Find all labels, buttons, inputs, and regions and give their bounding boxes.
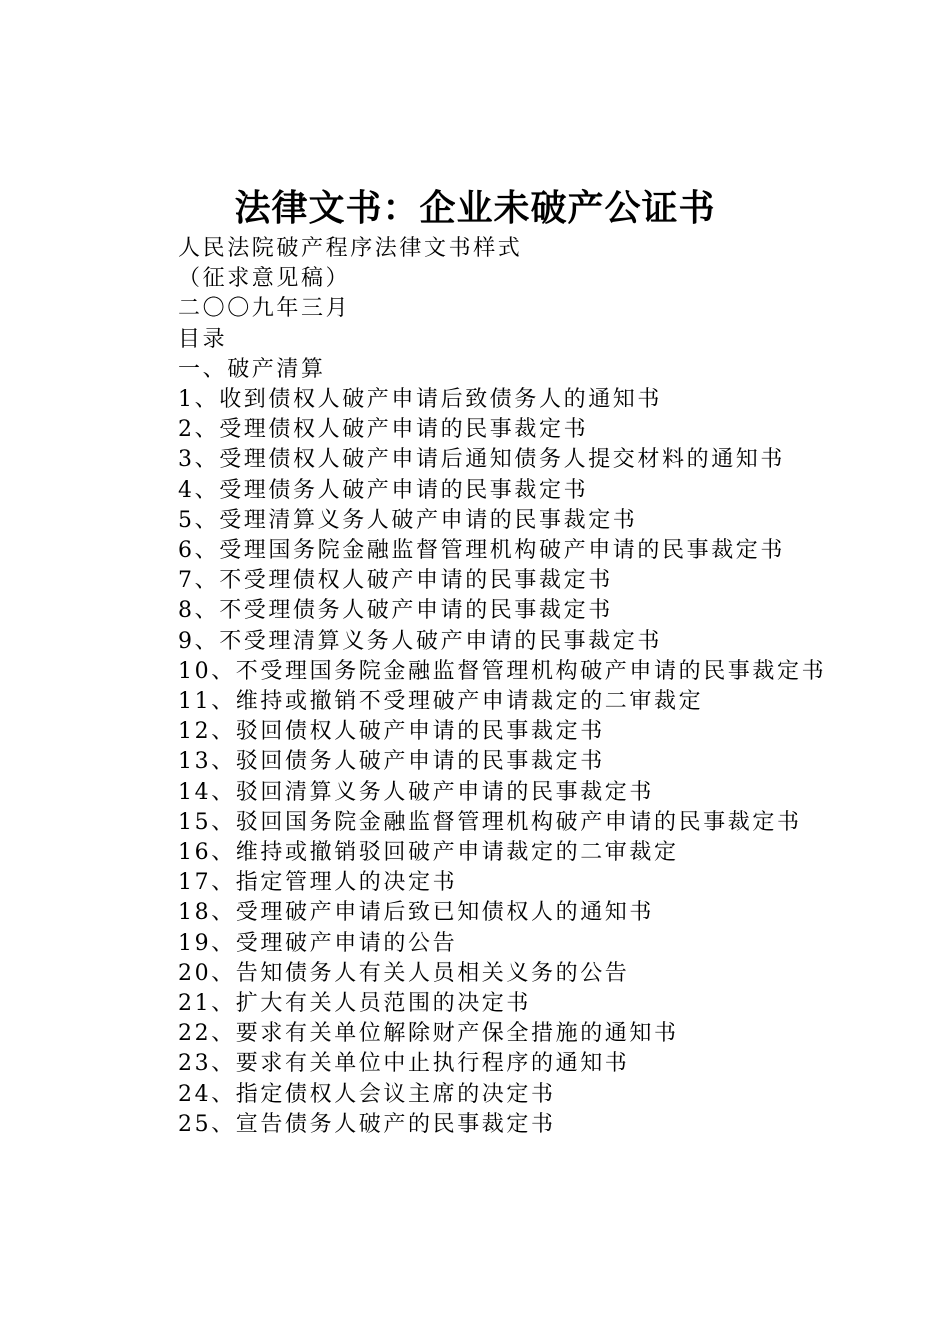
- toc-item: 16、维持或撤销驳回破产申请裁定的二审裁定: [178, 840, 679, 866]
- toc-item: 12、驳回债权人破产申请的民事裁定书: [178, 719, 605, 745]
- toc-item: 18、受理破产申请后致已知债权人的通知书: [178, 900, 654, 926]
- toc-item: 20、告知债务人有关人员相关义务的公告: [178, 960, 630, 986]
- toc-item: 5、受理清算义务人破产申请的民事裁定书: [178, 507, 638, 533]
- toc-item: 11、维持或撤销不受理破产申请裁定的二审裁定: [178, 689, 704, 715]
- section-heading: 一、破产清算: [178, 356, 326, 382]
- toc-item: 23、要求有关单位中止执行程序的通知书: [178, 1051, 630, 1077]
- toc-item: 17、指定管理人的决定书: [178, 870, 458, 896]
- toc-item: 9、不受理清算义务人破产申请的民事裁定书: [178, 628, 662, 654]
- toc-item: 25、宣告债务人破产的民事裁定书: [178, 1111, 556, 1137]
- toc-item: 1、收到债权人破产申请后致债务人的通知书: [178, 387, 662, 413]
- toc-item: 4、受理债务人破产申请的民事裁定书: [178, 477, 589, 503]
- toc-item: 8、不受理债务人破产申请的民事裁定书: [178, 598, 613, 624]
- date-line: 二〇〇九年三月: [178, 296, 351, 322]
- toc-item: 3、受理债权人破产申请后通知债务人提交材料的通知书: [178, 447, 785, 473]
- toc-item: 15、驳回国务院金融监督管理机构破产申请的民事裁定书: [178, 809, 802, 835]
- toc-item: 10、不受理国务院金融监督管理机构破产申请的民事裁定书: [178, 658, 827, 684]
- toc-item: 21、扩大有关人员范围的决定书: [178, 991, 531, 1017]
- subtitle-line: 人民法院破产程序法律文书样式: [178, 236, 523, 261]
- document-body: [130, 234, 835, 1140]
- document-title: 法律文书：企业未破产公证书: [234, 187, 716, 229]
- toc-item: 19、受理破产申请的公告: [178, 930, 458, 956]
- toc-item: 7、不受理债权人破产申请的民事裁定书: [178, 568, 613, 594]
- toc-item: 14、驳回清算义务人破产申请的民事裁定书: [178, 779, 654, 805]
- toc-item: 13、驳回债务人破产申请的民事裁定书: [178, 749, 605, 775]
- toc-item: 22、要求有关单位解除财产保全措施的通知书: [178, 1021, 679, 1047]
- draft-note-line: （征求意见稿）: [178, 266, 351, 292]
- toc-item: 6、受理国务院金融监督管理机构破产申请的民事裁定书: [178, 538, 785, 564]
- toc-item: 2、受理债权人破产申请的民事裁定书: [178, 417, 589, 443]
- toc-item: 24、指定债权人会议主席的决定书: [178, 1081, 556, 1107]
- toc-heading: 目录: [178, 326, 228, 352]
